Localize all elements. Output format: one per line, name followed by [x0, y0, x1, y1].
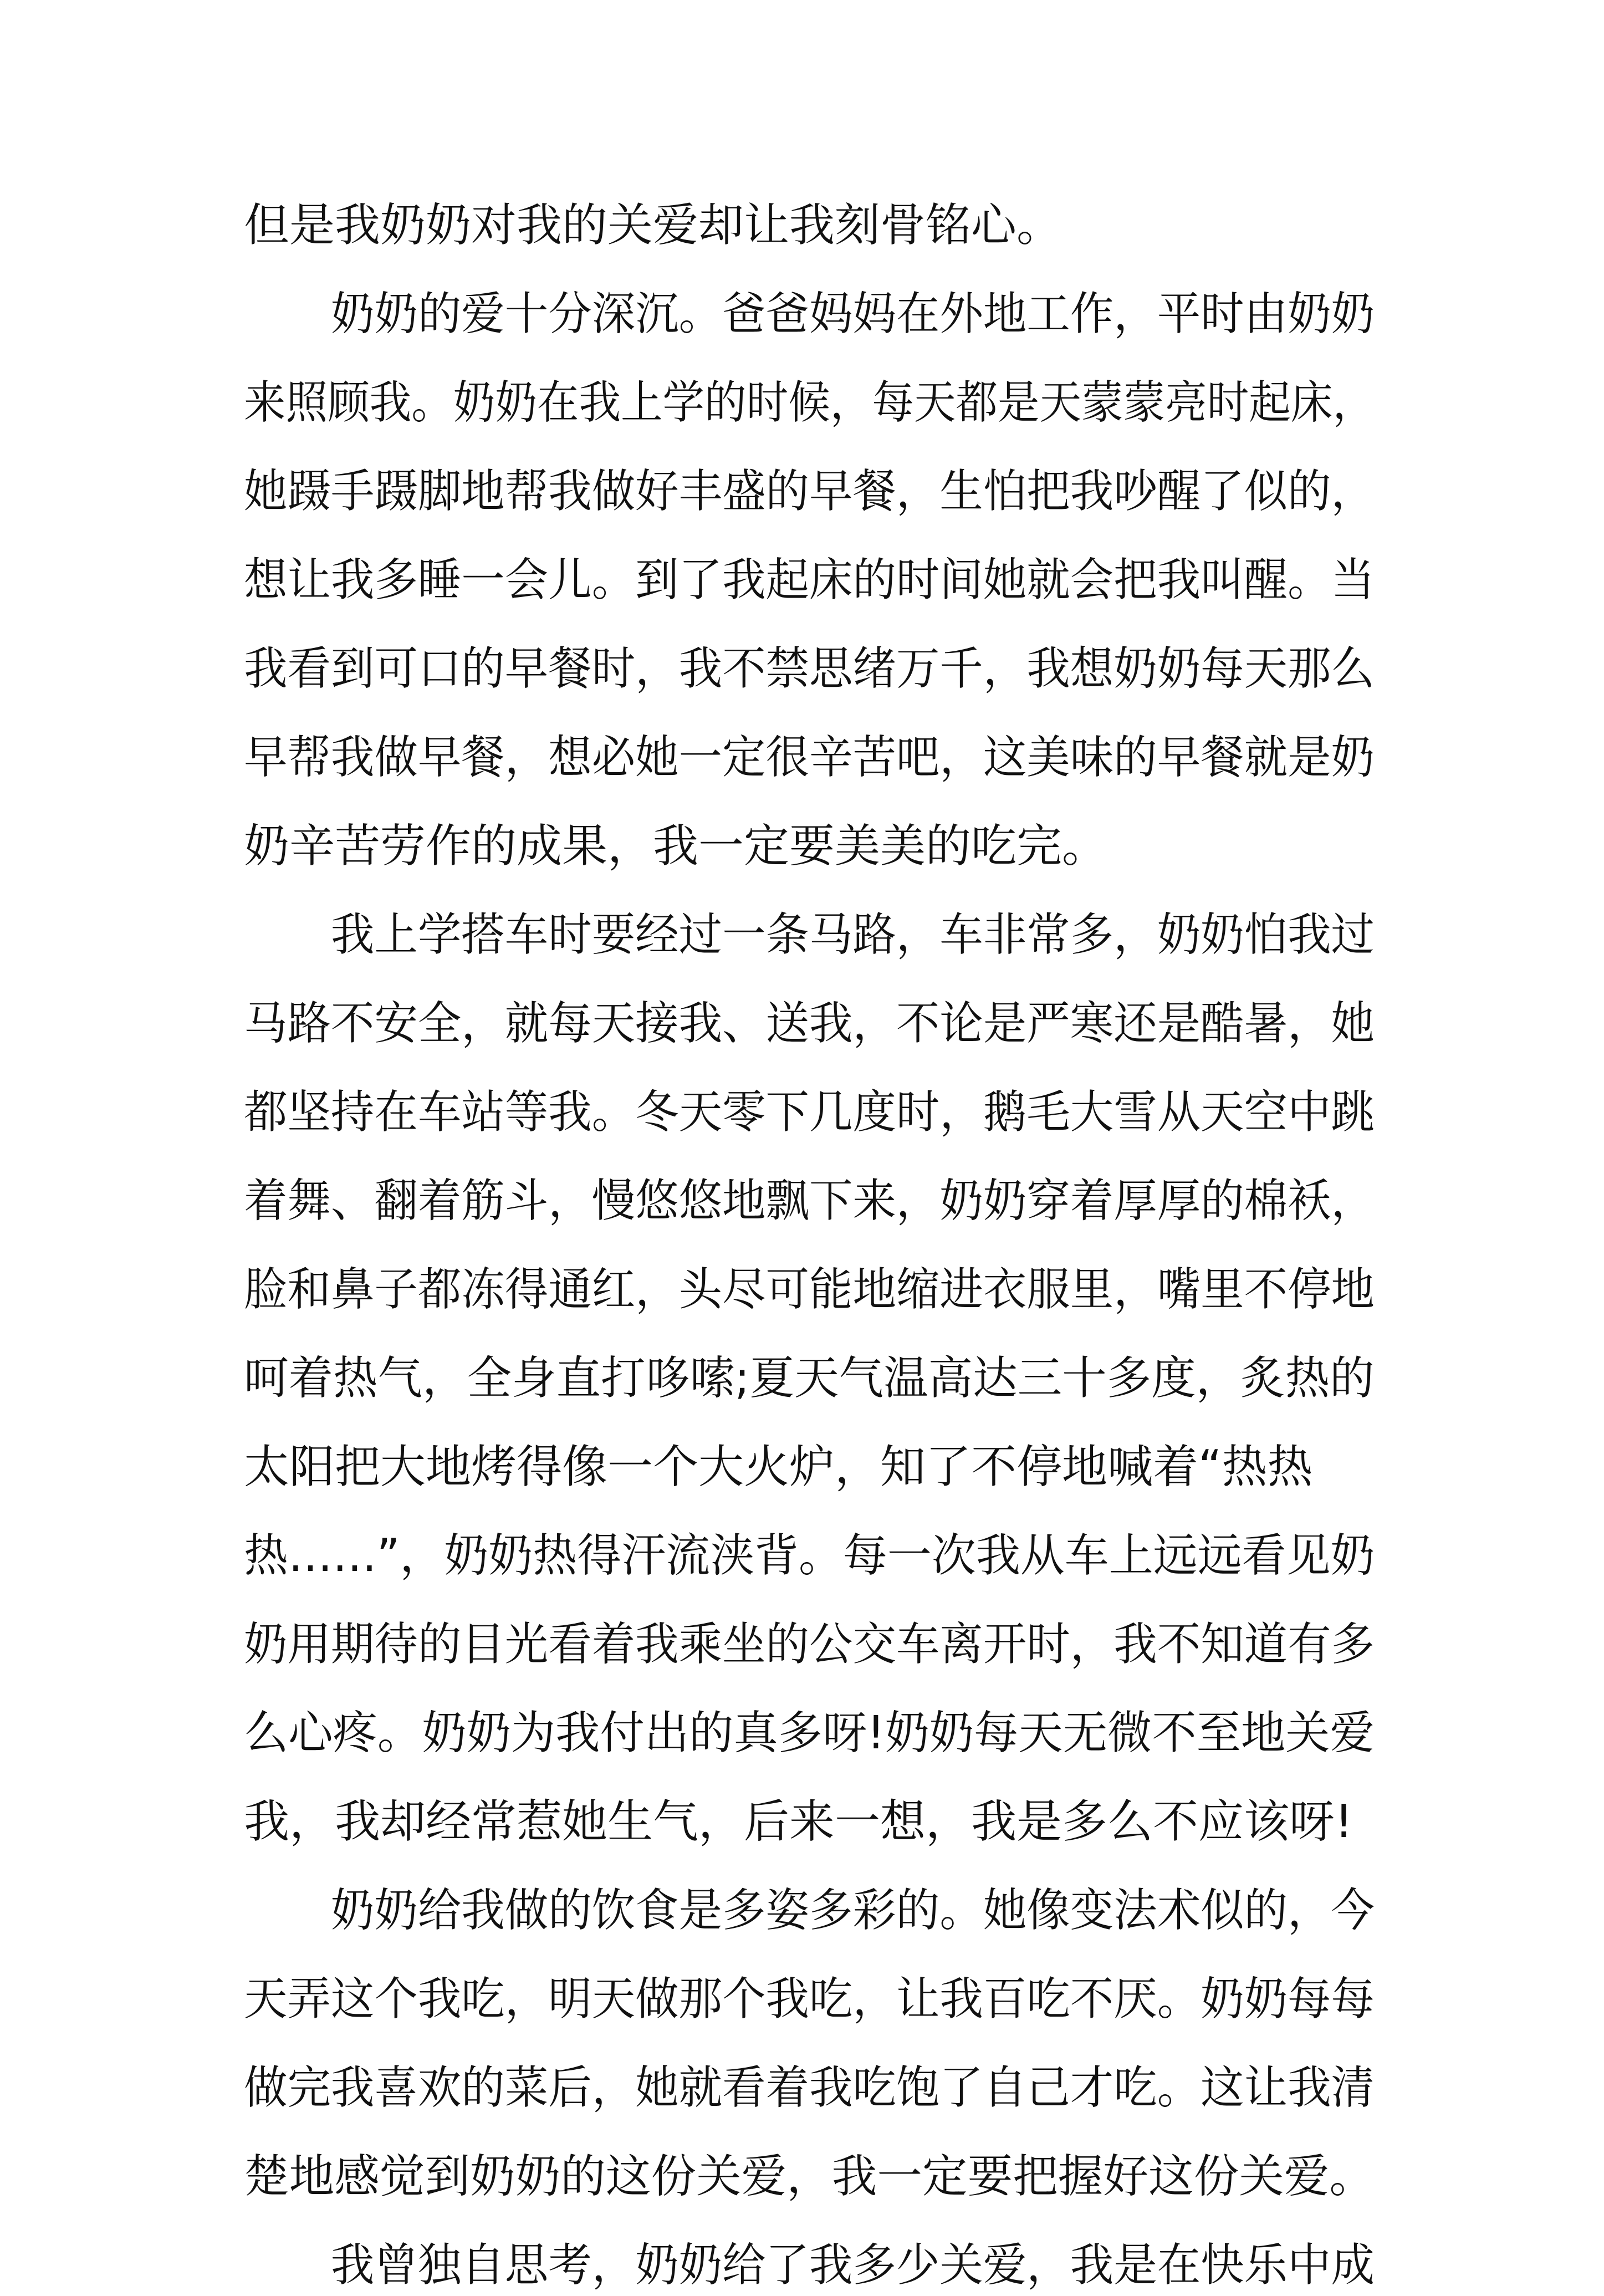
text-line: 脸和鼻子都冻得通红，头尽可能地缩进衣服里，嘴里不停地	[244, 1263, 1375, 1316]
text-line: 做完我喜欢的菜后，她就看着我吃饱了自己才吃。这让我清	[244, 2062, 1375, 2114]
text-line: 奶奶给我做的饮食是多姿多彩的。她像变法术似的，今	[244, 1884, 1375, 1937]
text-line: 奶辛苦劳作的成果，我一定要美美的吃完。	[244, 820, 1108, 873]
text-line: 我，我却经常惹她生气，后来一想，我是多么不应该呀!	[244, 1795, 1353, 1848]
text-line: 天弄这个我吃，明天做那个我吃，让我百吃不厌。奶奶每每	[244, 1973, 1375, 2025]
text-line: 她蹑手蹑脚地帮我做好丰盛的早餐，生怕把我吵醒了似的，	[244, 465, 1375, 518]
text-line: 太阳把大地烤得像一个大火炉，知了不停地喊着“热热	[244, 1441, 1313, 1493]
text-line: 早帮我做早餐，想必她一定很辛苦吧，这美味的早餐就是奶	[244, 731, 1375, 784]
text-line: 呵着热气，全身直打哆嗦;夏天气温高达三十多度，炙热的	[244, 1352, 1375, 1405]
text-line: 马路不安全，就每天接我、送我，不论是严寒还是酷暑，她	[244, 997, 1375, 1050]
text-line: 但是我奶奶对我的关爱却让我刻骨铭心。	[244, 199, 1062, 252]
text-line: 我上学搭车时要经过一条马路，车非常多，奶奶怕我过	[244, 909, 1375, 961]
text-line: 想让我多睡一会儿。到了我起床的时间她就会把我叫醒。当	[244, 554, 1375, 606]
text-line: 奶用期待的目光看着我乘坐的公交车离开时，我不知道有多	[244, 1618, 1375, 1671]
text-line: 都坚持在车站等我。冬天零下几度时，鹅毛大雪从天空中跳	[244, 1086, 1375, 1139]
text-line: 么心疼。奶奶为我付出的真多呀!奶奶每天无微不至地关爱	[244, 1707, 1375, 1759]
text-line: 奶奶的爱十分深沉。爸爸妈妈在外地工作，平时由奶奶	[244, 288, 1375, 340]
text-line: 来照顾我。奶奶在我上学的时候，每天都是天蒙蒙亮时起床，	[244, 376, 1375, 429]
text-line: 我曾独自思考，奶奶给了我多少关爱，我是在快乐中成	[244, 2239, 1375, 2292]
text-line: 热……”，奶奶热得汗流浃背。每一次我从车上远远看见奶	[244, 1529, 1375, 1582]
text-line: 我看到可口的早餐时，我不禁思绪万千，我想奶奶每天那么	[244, 642, 1375, 695]
text-line: 楚地感觉到奶奶的这份关爱，我一定要把握好这份关爱。	[244, 2150, 1375, 2203]
text-line: 着舞、翻着筋斗，慢悠悠地飘下来，奶奶穿着厚厚的棉袄，	[244, 1175, 1375, 1227]
